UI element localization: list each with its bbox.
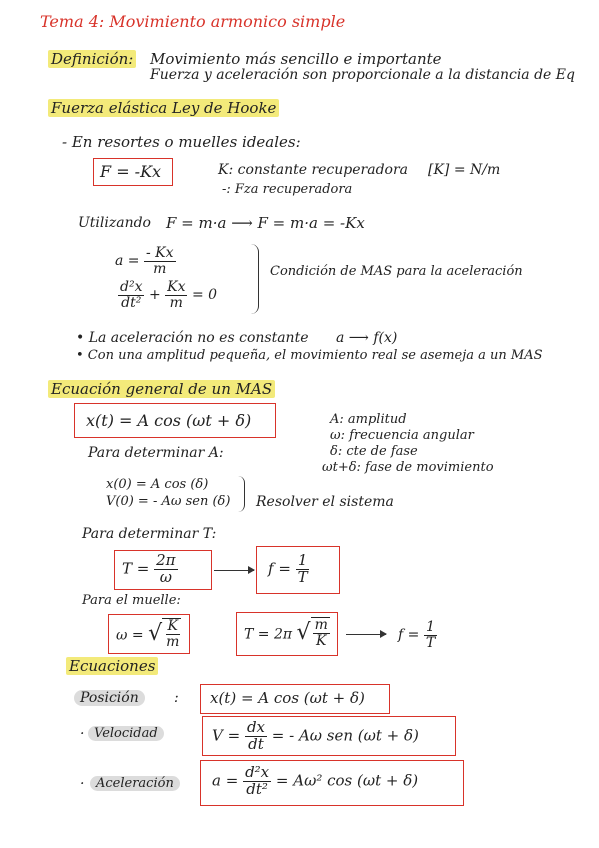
utilizando-equation: F = m·a ⟶ F = m·a = -Kx: [166, 214, 365, 232]
def-amplitud: A: amplitud: [330, 412, 407, 427]
bullet-amplitud: • Con una amplitud pequeña, el movimiento real se asemeja a un MAS: [76, 348, 543, 363]
definicion-line1: Movimiento más sencillo e importante: [150, 50, 442, 68]
aceleracion-equation: a = $\frac{\text{d²x}}{\text{dt²}}$ = Aω² cos (ωt + δ): [212, 763, 419, 798]
arrow-icon: [346, 634, 386, 635]
definicion-label: Definición:: [48, 50, 136, 68]
accel-equation: a = $\frac{- Kx}{m}$: [115, 245, 174, 277]
v0-equation: V(0) = - Aω sen (δ): [106, 494, 231, 509]
hooke-intro: - En resortes o muelles ideales:: [62, 133, 301, 151]
utilizando-label: Utilizando: [78, 215, 151, 231]
posicion-label: Posición: [74, 690, 145, 706]
accel-relation: a ⟶ f(x): [336, 330, 398, 346]
arrow-icon: [214, 570, 254, 571]
bullet-aceleracion: • La aceleración no es constante: [76, 330, 309, 346]
condicion-text: Condición de MAS para la aceleración: [270, 264, 523, 279]
aceleracion-label: Aceleración: [90, 776, 180, 791]
page-title: Tema 4: Movimiento armonico simple: [40, 12, 346, 31]
velocidad-label: Velocidad: [88, 726, 164, 741]
period-muelle-formula: T = 2π √ $\frac{m}{K}$: [244, 617, 328, 649]
resolver-text: Resolver el sistema: [256, 494, 394, 510]
hooke-heading: Fuerza elástica Ley de Hooke: [48, 99, 279, 117]
para-determinar-A: Para determinar A:: [88, 445, 224, 461]
def-fase: δ: cte de fase: [330, 444, 418, 459]
ecuacion-general-heading: Ecuación general de un MAS: [48, 380, 275, 398]
k-definition: K: constante recuperadora: [218, 162, 408, 178]
frequency-formula: f = $\frac{1}{T}$: [268, 551, 308, 586]
velocidad-bullet: ·: [80, 726, 85, 742]
mas-formula: x(t) = A cos (ωt + δ): [86, 411, 252, 430]
minus-definition: -: Fza recuperadora: [222, 182, 353, 197]
frequency-muelle-formula: f = $\frac{1}{T}$: [398, 619, 436, 651]
para-determinar-T: Para determinar T:: [82, 526, 217, 542]
para-el-muelle: Para el muelle:: [82, 593, 181, 608]
def-fase-movimiento: ωt+δ: fase de movimiento: [322, 460, 494, 475]
posicion-equation: x(t) = A cos (ωt + δ): [210, 689, 365, 707]
k-units: [K] = N/m: [428, 162, 501, 178]
ecuaciones-heading: Ecuaciones: [66, 657, 158, 675]
x0-equation: x(0) = A cos (δ): [106, 477, 209, 492]
period-formula: T = $\frac{2\pi}{\omega}$: [122, 551, 176, 586]
mas-condition-equation: $\frac{\text{d²x}}{\text{dt²}}$ + $\frac{Kx}{m}$ = 0: [120, 279, 218, 311]
posicion-colon: :: [174, 690, 179, 706]
brace: [238, 476, 245, 512]
brace: [250, 244, 259, 314]
def-frecuencia: ω: frecuencia angular: [330, 428, 474, 443]
omega-formula: ω = √ $\frac{K}{m}$: [116, 618, 180, 650]
hooke-formula: F = -Kx: [100, 162, 162, 181]
definicion-line2: Fuerza y aceleración son proporcionale a la distancia de Eq: [150, 67, 575, 83]
aceleracion-bullet: ·: [80, 776, 85, 792]
velocidad-equation: V = $\frac{dx}{dt}$ = - Aω sen (ωt + δ): [212, 718, 419, 753]
